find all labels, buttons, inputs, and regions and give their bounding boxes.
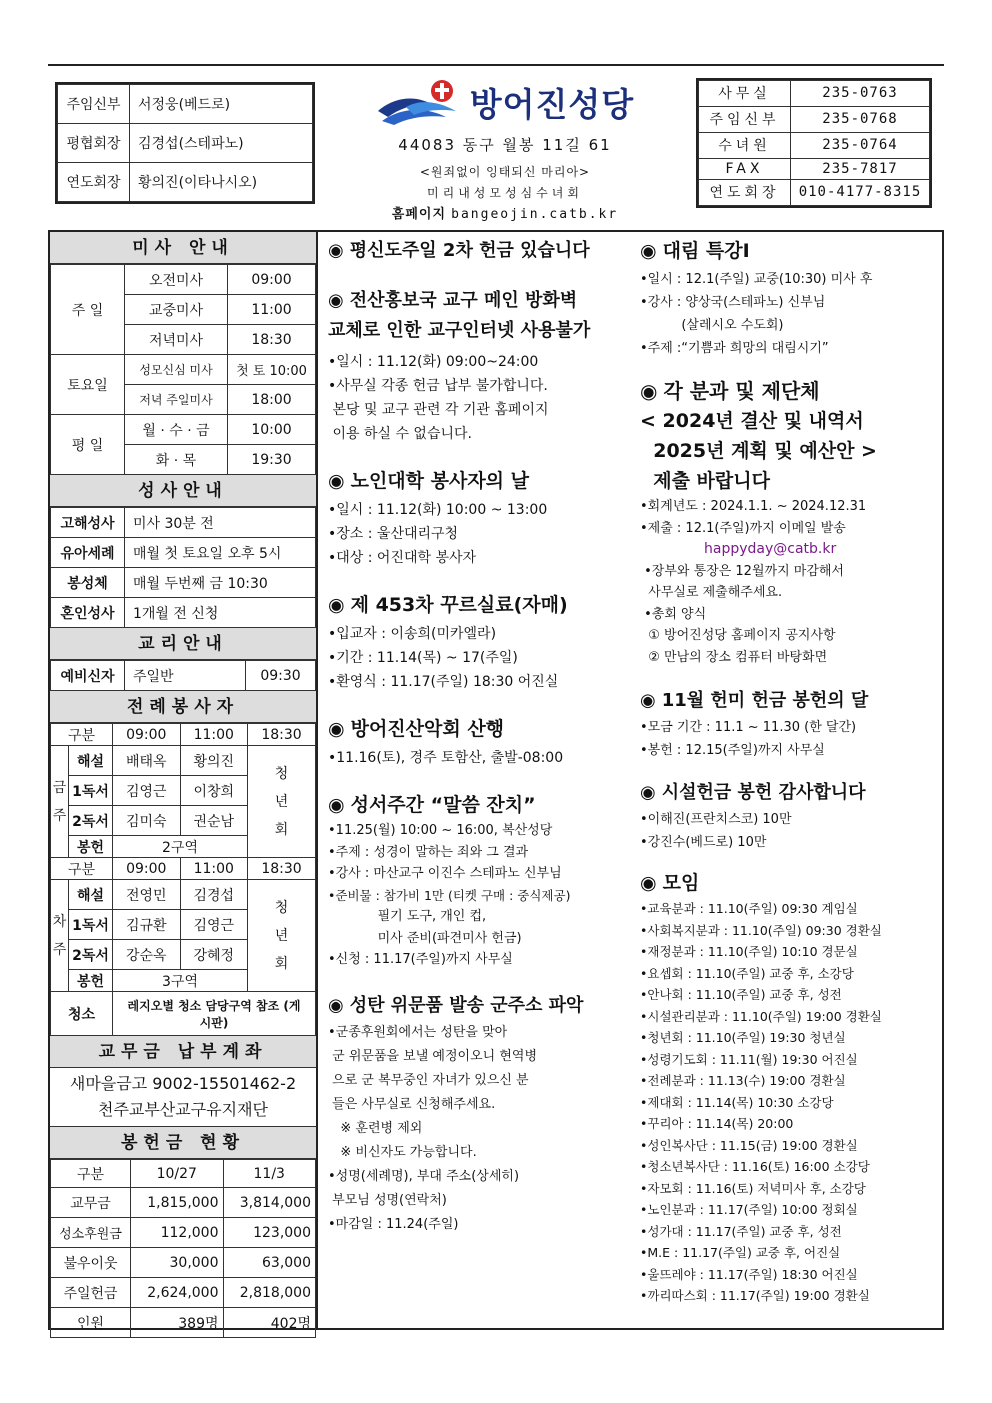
sacrament-label: 봉성체 xyxy=(51,568,125,598)
notice-body xyxy=(640,716,936,762)
meeting-item: •성가대 : 11.17(주일) 교중 후, 성전 xyxy=(640,1223,842,1239)
meeting-item: •안나회 : 11.10(주일) 교중 후, 성전 xyxy=(640,987,842,1002)
contact-value: 235-0763 xyxy=(791,81,930,107)
notice-line: •강사 : 양상국(스테파노) 신부님 xyxy=(640,295,826,310)
notice-line: ② 만남의 장소 컴퓨터 바탕화면 xyxy=(640,649,828,665)
contact-label: 연도회장 xyxy=(699,179,791,205)
doctrine-title: 교리안내 xyxy=(50,628,316,660)
meeting-item: •M.E : 11.17(주일) 교중 후, 어진실 xyxy=(640,1245,841,1260)
contact-label: 사무실 xyxy=(699,81,791,107)
meeting-item: •노인분과 : 11.17(주일) 10:00 정회실 xyxy=(640,1202,858,1217)
offering-label: 성소후원금 xyxy=(51,1218,131,1248)
notice-body xyxy=(328,622,632,694)
offering-label: 불우이웃 xyxy=(51,1248,131,1278)
sacrament-value: 미사 30분 전 xyxy=(125,508,316,538)
clean-value: 레지오별 청소 담당구역 참조 (게시판) xyxy=(113,992,316,1036)
notice-body xyxy=(328,746,632,770)
server: 김규환 xyxy=(113,910,181,940)
week-label: 차 주 xyxy=(51,880,69,992)
meeting-item: •성인복사단 : 11.15(금) 19:00 경환실 xyxy=(640,1137,858,1153)
liturgy-head: 구분 xyxy=(51,858,113,880)
notice-line: 군 위문품을 보낼 예정이오니 현역병 xyxy=(328,1048,538,1064)
liturgy-head: 11:00 xyxy=(180,724,248,746)
bullet-icon: ◉ xyxy=(328,470,345,492)
notice-heading: ◉ 제 453차 꾸르실료(자매) xyxy=(328,590,632,620)
notice-line: 이용 하실 수 없습니다. xyxy=(328,426,472,442)
notice-line: •11.16(토), 경주 토함산, 출발-08:00 xyxy=(328,750,564,766)
meeting-item: •재정분과 : 11.10(주일) 10:10 경문실 xyxy=(640,944,858,959)
sacrament-label: 혼인성사 xyxy=(51,598,125,628)
mass-time: 11:00 xyxy=(228,295,316,325)
bullet-icon: ◉ xyxy=(640,379,658,403)
sacrament-value: 매월 첫 토요일 오후 5시 xyxy=(125,538,316,568)
offering-table xyxy=(50,1159,316,1338)
notice-line: ※ 비신자도 가능합니다. xyxy=(328,1144,477,1160)
notice-heading: ◉ 각 분과 및 제단체 xyxy=(640,376,936,406)
saturday-label: 토요일 xyxy=(51,355,125,415)
contact-label: 주임신부 xyxy=(699,106,791,132)
notice-heading-cont: 교체로 인한 교구인터넷 사용불가 xyxy=(328,320,591,341)
homepage-link[interactable]: bangeojin.catb.kr xyxy=(451,207,619,222)
bullet-icon: ◉ xyxy=(328,240,344,261)
clean-label: 청소 xyxy=(51,992,113,1036)
notice-heading: ◉ 방어진산악회 산행 xyxy=(328,714,632,744)
liturgy-head: 09:00 xyxy=(113,858,181,880)
notice-big xyxy=(640,406,936,496)
motto: <원죄없이 잉태되신 마리아> xyxy=(419,165,591,179)
meeting-list xyxy=(640,898,936,1307)
meeting-item: •교육분과 : 11.10(주일) 09:30 계임실 xyxy=(640,901,858,916)
offering-head: 11/3 xyxy=(223,1160,316,1188)
offering-value: 30,000 xyxy=(131,1248,224,1278)
notice-heading: ◉ 대림 특강Ⅰ xyxy=(640,236,936,266)
notice-heading: ◉ 모임 xyxy=(640,868,936,898)
notice-line: •주제 : 성경이 말하는 죄와 그 결과 xyxy=(328,844,529,860)
meeting-item: •청소년복사단 : 11.16(토) 16:00 소강당 xyxy=(640,1159,870,1174)
notice-body xyxy=(328,350,632,446)
notice-line: •신청 : 11.17(주일)까지 사무실 xyxy=(328,952,513,967)
server: 전영민 xyxy=(113,880,181,910)
liturgy-table xyxy=(50,723,316,1036)
sacrament-label: 고해성사 xyxy=(51,508,125,538)
sacrament-table xyxy=(50,507,316,628)
liturgy-head: 구분 xyxy=(51,724,113,746)
offering-label: 주일헌금 xyxy=(51,1278,131,1308)
sacrament-label: 유아세례 xyxy=(51,538,125,568)
liturgy-head: 09:00 xyxy=(113,724,181,746)
mass-name: 교중미사 xyxy=(125,295,228,325)
notice-heading: ◉ 성서주간 “말씀 잔치” xyxy=(328,790,632,820)
offering-label: 인원 xyxy=(51,1308,131,1338)
server: 강순옥 xyxy=(113,940,181,970)
notice-heading: ◉ 평신도주일 2차 헌금 있습니다 xyxy=(328,236,632,266)
notice-line: 본당 및 교구 관련 각 기관 홈페이지 xyxy=(328,402,549,418)
contact-label: 수녀원 xyxy=(699,132,791,158)
mass-name: 월 · 수 · 금 xyxy=(125,415,228,445)
notice-line: •일시 : 12.1(주일) 교중(10:30) 미사 후 xyxy=(640,272,873,287)
role: 1독서 xyxy=(69,910,113,940)
role: 2독서 xyxy=(69,940,113,970)
notice-line: •장소 : 울산대리구청 xyxy=(328,526,459,542)
doctrine-value: 주일반 xyxy=(125,661,246,691)
account-holder: 천주교부산교구유지재단 xyxy=(97,1100,269,1119)
notice-line: •이해진(프란치스코) 10만 xyxy=(640,812,792,827)
notice-line: 부모님 성명(연락처) xyxy=(328,1192,447,1208)
notice-line: •제출 : 12.1(주일)까지 이메일 발송 xyxy=(640,520,846,536)
server: 김미숙 xyxy=(113,806,181,836)
bullet-icon: ◉ xyxy=(328,718,345,740)
account-title: 교무금 납부계좌 xyxy=(50,1036,316,1068)
staff-box xyxy=(55,82,315,204)
main-frame xyxy=(48,230,944,1330)
meeting-item: •울뜨레야 : 11.17(주일) 18:30 어진실 xyxy=(640,1266,858,1282)
offering-head: 구분 xyxy=(51,1160,131,1188)
server: 강혜정 xyxy=(180,940,248,970)
notice-line: •모금 기간 : 11.1 ~ 11.30 (한 달간) xyxy=(640,720,857,735)
bullet-icon: ◉ xyxy=(328,794,345,816)
offering-label: 교무금 xyxy=(51,1188,131,1218)
email-link[interactable]: happyday@catb.kr xyxy=(704,541,837,557)
notice-heading: ◉ 전산홍보국 교구 메인 방화벽 xyxy=(328,286,632,316)
server: 김경섭 xyxy=(180,880,248,910)
offer-district: 3구역 xyxy=(113,970,248,992)
contact-value: 235-0768 xyxy=(791,106,930,132)
server: 김영근 xyxy=(180,910,248,940)
meeting-item: •까리따스회 : 11.17(주일) 19:00 경환실 xyxy=(640,1288,870,1303)
offer-district: 2구역 xyxy=(113,836,248,858)
server: 이창희 xyxy=(180,776,248,806)
notice-body xyxy=(640,808,936,854)
notice-line: 미사 준비(파견미사 헌금) xyxy=(328,930,522,946)
meeting-item: •시설관리분과 : 11.10(주일) 19:00 경환실 xyxy=(640,1008,882,1024)
title-block xyxy=(320,72,690,222)
left-column xyxy=(50,232,318,1332)
offering-value: 402명 xyxy=(223,1308,316,1338)
meeting-item: •성령기도회 : 11.11(월) 19:30 어진실 xyxy=(640,1051,858,1067)
week-label: 금 주 xyxy=(51,746,69,858)
address: 44083 동구 월봉 11길 61 xyxy=(398,136,612,154)
notice-line: ※ 훈련병 제외 xyxy=(328,1120,423,1136)
notice-column-1 xyxy=(318,232,638,1328)
notice-big-line: 2025년 계획 및 예산안 > xyxy=(640,440,877,462)
staff-label: 주임신부 xyxy=(58,85,130,124)
youth-label: 청 년 회 xyxy=(248,880,316,992)
offering-value: 2,624,000 xyxy=(131,1278,224,1308)
offering-value: 112,000 xyxy=(131,1218,224,1248)
sacrament-value: 매월 두번째 금 10:30 xyxy=(125,568,316,598)
liturgy-head: 11:00 xyxy=(180,858,248,880)
notice-line: •환영식 : 11.17(주일) 18:30 어진실 xyxy=(328,674,559,690)
liturgy-head: 18:30 xyxy=(248,724,316,746)
meeting-item: •자모회 : 11.16(토) 저녁미사 후, 소강당 xyxy=(640,1180,866,1196)
notice-line: •대상 : 어진대학 봉사자 xyxy=(328,550,477,566)
mass-name: 저녁미사 xyxy=(125,325,228,355)
meeting-item: •사회복지분과 : 11.10(주일) 09:30 경환실 xyxy=(640,922,882,938)
notice-line: •회계년도 : 2024.1.1. ~ 2024.12.31 xyxy=(640,499,867,514)
mass-time: 첫 토 10:00 xyxy=(228,355,316,385)
mass-time: 18:30 xyxy=(228,325,316,355)
bullet-icon: ◉ xyxy=(328,994,344,1016)
server: 권순남 xyxy=(180,806,248,836)
server: 김영근 xyxy=(113,776,181,806)
notice-line: •마감일 : 11.24(주일) xyxy=(328,1216,459,1232)
notice-body xyxy=(640,268,936,360)
mass-name: 성모신심 미사 xyxy=(125,355,228,385)
bullet-icon: ◉ xyxy=(640,690,656,711)
contact-value: 235-7817 xyxy=(791,158,930,179)
notice-line: •일시 : 11.12(화) 09:00~24:00 xyxy=(328,354,539,370)
notice-heading: ◉ 성탄 위문품 발송 군주소 파악 xyxy=(328,991,632,1021)
server: 배태옥 xyxy=(113,746,181,776)
role: 1독서 xyxy=(69,776,113,806)
contact-label: FAX xyxy=(699,158,791,179)
notice-heading: ◉ 시설헌금 봉헌 감사합니다 xyxy=(640,778,936,808)
bullet-icon: ◉ xyxy=(640,240,657,262)
staff-label: 평협회장 xyxy=(58,124,130,163)
mass-time: 18:00 xyxy=(228,385,316,415)
role: 2독서 xyxy=(69,806,113,836)
notice-line: •일시 : 11.12(화) 10:00 ~ 13:00 xyxy=(328,502,548,518)
notice-line: •강사 : 마산교구 이진수 스테파노 신부님 xyxy=(328,866,562,881)
sacrament-title: 성사안내 xyxy=(50,475,316,507)
notice-line: 필기 도구, 개인 컵, xyxy=(328,909,487,924)
notice-heading: ◉ 11월 헌미 헌금 봉헌의 달 xyxy=(640,686,936,716)
notice-line: 사무실로 제출해주세요. xyxy=(640,585,783,600)
liturgy-head: 18:30 xyxy=(248,858,316,880)
offering-value: 389명 xyxy=(131,1308,224,1338)
notice-line: •주제 :“기쁨과 희망의 대림시기” xyxy=(640,341,829,356)
notice-line: •강진수(베드로) 10만 xyxy=(640,835,767,850)
notice-line: •장부와 통장은 12월까지 마감해서 xyxy=(640,563,844,579)
notice-body xyxy=(640,496,936,668)
notice-line: •성명(세례명), 부대 주소(상세히) xyxy=(328,1168,520,1184)
mass-table xyxy=(50,264,316,475)
meeting-item: •전례분과 : 11.13(수) 19:00 경환실 xyxy=(640,1073,846,1088)
bullet-icon: ◉ xyxy=(640,782,656,803)
notice-line: 들은 사무실로 신청해주세요. xyxy=(328,1096,496,1112)
notice-line: •사무실 각종 헌금 납부 불가합니다. xyxy=(328,378,548,394)
mass-name: 오전미사 xyxy=(125,265,228,295)
server: 황의진 xyxy=(180,746,248,776)
notice-column-2 xyxy=(638,232,942,1328)
contact-value: 010-4177-8315 xyxy=(791,179,930,205)
notice-line: •봉헌 : 12.15(주일)까지 사무실 xyxy=(640,743,825,758)
offering-title: 봉헌금 현황 xyxy=(50,1127,316,1159)
mass-time: 19:30 xyxy=(228,445,316,475)
liturgy-title: 전례봉사자 xyxy=(50,691,316,723)
staff-label: 연도회장 xyxy=(58,163,130,202)
contact-value: 235-0764 xyxy=(791,132,930,158)
notice-big-line: 제출 바랍니다 xyxy=(640,470,770,492)
homepage-line xyxy=(320,203,690,222)
notice-line: ① 방어진성당 홈페이지 공지사항 xyxy=(640,628,836,643)
account-box xyxy=(50,1068,316,1127)
mass-title: 미사 안내 xyxy=(50,232,316,264)
contact-box xyxy=(696,78,932,208)
bullet-icon: ◉ xyxy=(328,594,345,616)
homepage-label: 홈페이지 xyxy=(391,207,447,222)
offering-value: 2,818,000 xyxy=(223,1278,316,1308)
notice-line: •군종후원회에서는 성탄을 맞아 xyxy=(328,1024,508,1040)
church-title: 방어진성당 xyxy=(469,84,635,124)
account-number: 새마을금고 9002-15501462-2 xyxy=(69,1074,297,1093)
mass-name: 저녁 주일미사 xyxy=(125,385,228,415)
role: 해설 xyxy=(69,746,113,776)
doctrine-table xyxy=(50,660,316,691)
youth-label: 청 년 회 xyxy=(248,746,316,858)
notice-line: •준비물 : 참가비 1만 (티켓 구매 : 중식제공) xyxy=(328,887,571,903)
role: 봉헌 xyxy=(69,970,113,992)
notice-line: (살레시오 수도회) xyxy=(640,318,784,333)
notice-line: •기간 : 11.14(목) ~ 17(주일) xyxy=(328,650,518,666)
top-rule xyxy=(48,64,944,66)
notice-body xyxy=(328,498,632,570)
meeting-item: •꾸리아 : 11.14(목) 20:00 xyxy=(640,1116,794,1131)
meeting-item: •청년회 : 11.10(주일) 19:30 청년실 xyxy=(640,1030,846,1045)
weekday-label: 평 일 xyxy=(51,415,125,475)
notice-line: •총회 양식 xyxy=(640,606,707,622)
role: 해설 xyxy=(69,880,113,910)
mass-time: 10:00 xyxy=(228,415,316,445)
staff-value: 김경섭(스테파노) xyxy=(130,124,313,163)
mass-name: 화 · 목 xyxy=(125,445,228,475)
notice-body xyxy=(328,820,632,971)
offering-value: 63,000 xyxy=(223,1248,316,1278)
bullet-icon: ◉ xyxy=(640,872,657,894)
notice-body xyxy=(328,1021,632,1237)
offering-head: 10/27 xyxy=(131,1160,224,1188)
staff-value: 서정웅(베드로) xyxy=(130,85,313,124)
congregation: 미리내성모성심수녀회 xyxy=(427,186,583,200)
bullet-icon: ◉ xyxy=(328,290,344,311)
notice-line: •입교자 : 이송희(미카엘라) xyxy=(328,626,497,642)
offering-value: 123,000 xyxy=(223,1218,316,1248)
mass-time: 09:00 xyxy=(228,265,316,295)
notice-line: •11.25(월) 10:00 ~ 16:00, 복산성당 xyxy=(328,823,553,838)
meeting-item: •제대회 : 11.14(목) 10:30 소강당 xyxy=(640,1094,834,1110)
doctrine-label: 예비신자 xyxy=(51,661,125,691)
church-logo-icon xyxy=(376,77,462,127)
notice-heading: ◉ 노인대학 봉사자의 날 xyxy=(328,466,632,496)
offering-value: 1,815,000 xyxy=(131,1188,224,1218)
sunday-label: 주 일 xyxy=(51,265,125,355)
staff-value: 황의진(이타나시오) xyxy=(130,163,313,202)
notice-line: 으로 군 복무중인 자녀가 있으신 분 xyxy=(328,1072,529,1088)
meeting-item: •요셉회 : 11.10(주일) 교중 후, 소강당 xyxy=(640,965,854,981)
sacrament-value: 1개월 전 신청 xyxy=(125,598,316,628)
role: 봉헌 xyxy=(69,836,113,858)
doctrine-time: 09:30 xyxy=(246,661,316,691)
offering-value: 3,814,000 xyxy=(223,1188,316,1218)
notice-big-line: < 2024년 결산 및 내역서 xyxy=(640,410,864,432)
